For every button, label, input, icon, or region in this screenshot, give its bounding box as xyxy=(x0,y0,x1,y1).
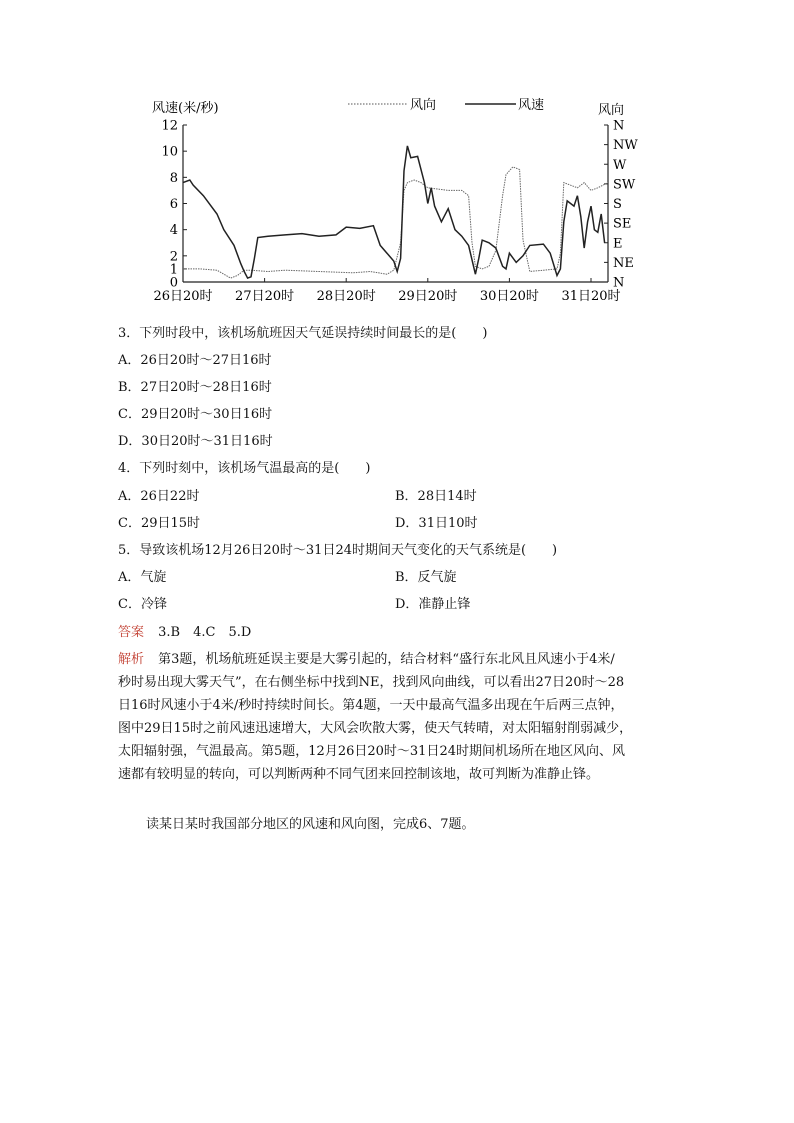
next-question-intro: 读某日某时我国部分地区的风速和风向图，完成6、7题。 xyxy=(146,817,475,832)
question-3-option-a: A．26日20时～27日16时 xyxy=(118,353,272,368)
y-left-tick-label: 6 xyxy=(169,197,178,212)
analysis-line-4: 图中29日15时之前风速迅速增大，大风会吹散大雾，使天气转晴，对太阳辐射削弱减少， xyxy=(118,721,633,736)
question-5-option-a: A．气旋 xyxy=(118,570,167,585)
analysis-paragraph xyxy=(118,648,678,786)
y-right-tick-label: NW xyxy=(613,138,638,154)
y-left-tick-label: 10 xyxy=(161,144,178,160)
y-left-tick-label: 2 xyxy=(169,249,178,265)
question-3-stem: 3．下列时段中，该机场航班因天气延误持续时间最长的是( ) xyxy=(118,326,488,341)
y-left-tick-label: 12 xyxy=(161,118,178,134)
y-right-tick-label: S xyxy=(613,197,622,212)
y-right-axis-label: 风向 xyxy=(598,103,625,118)
answer-text: 3.B 4.C 5.D xyxy=(158,625,252,640)
series-line-speed xyxy=(183,146,605,278)
analysis-line-1 xyxy=(118,648,678,671)
analysis-label: 解析 xyxy=(118,652,145,667)
question-5-option-c: C．冷锋 xyxy=(118,597,167,612)
question-5-option-b: B．反气旋 xyxy=(395,570,457,585)
question-3-option-b: B．27日20时～28日16时 xyxy=(118,380,272,395)
analysis-line-3: 日16时风速小于4米/秒时持续时间长。第4题，一天中最高气温多出现在午后两三点钟， xyxy=(118,698,624,713)
question-5-option-d: D．准静止锋 xyxy=(395,597,471,612)
question-4-stem: 4．下列时刻中，该机场气温最高的是( ) xyxy=(118,461,371,476)
y-right-tick-label: N xyxy=(613,118,625,134)
question-4-option-d: D．31日10时 xyxy=(395,516,478,531)
answer-label: 答案 xyxy=(118,625,145,640)
x-tick-label: 28日20时 xyxy=(316,289,376,304)
question-3-option-d: D．30日20时～31日16时 xyxy=(118,434,273,449)
legend-speed-label: 风速 xyxy=(518,98,545,113)
analysis-line-2: 秒时易出现大雾天气”，在右侧坐标中找到NE，找到风向曲线，可以看出27日20时～28 xyxy=(118,675,625,690)
y-left-tick-label: 8 xyxy=(169,170,178,186)
y-left-axis-label: 风速(米/秒) xyxy=(152,101,219,116)
y-left-tick-label: 0 xyxy=(169,275,178,291)
x-tick-label: 27日20时 xyxy=(235,289,295,304)
analysis-text-1: 第3题，机场航班延误主要是大雾引起的，结合材料“盛行东北风且风速小于4米/ xyxy=(158,652,615,667)
x-tick-label: 31日20时 xyxy=(561,289,621,304)
analysis-line-6: 速都有较明显的转向，可以判断两种不同气团来回控制该地，故可判断为准静止锋。 xyxy=(118,767,600,782)
analysis-line-5: 太阳辐射强，气温最高。第5题，12月26日20时～31日24时期间机场所在地区风向、风 xyxy=(118,744,625,759)
question-3-option-c: C．29日20时～30日16时 xyxy=(118,407,273,422)
question-4-option-a: A．26日22时 xyxy=(118,489,200,504)
series-line-direction xyxy=(183,167,608,278)
y-left-tick-label: 4 xyxy=(169,223,178,239)
wind-chart xyxy=(140,88,650,318)
question-4-option-b: B．28日14时 xyxy=(395,489,477,504)
y-right-tick-label: SE xyxy=(613,216,632,232)
x-tick-label: 30日20时 xyxy=(479,289,539,304)
y-right-tick-label: SW xyxy=(613,177,636,193)
y-right-tick-label: E xyxy=(613,236,623,252)
y-right-tick-label: N xyxy=(613,275,625,291)
x-tick-label: 26日20时 xyxy=(153,289,213,304)
y-right-tick-label: NE xyxy=(613,255,634,271)
answer-line xyxy=(118,624,251,642)
y-left-tick-label: 1 xyxy=(169,262,178,278)
x-tick-label: 29日20时 xyxy=(398,289,458,304)
question-4-option-c: C．29日15时 xyxy=(118,516,201,531)
y-right-tick-label: W xyxy=(613,157,627,173)
legend-direction-label: 风向 xyxy=(410,98,437,113)
question-5-stem: 5．导致该机场12月26日20时～31日24时期间天气变化的天气系统是( ) xyxy=(118,543,558,558)
